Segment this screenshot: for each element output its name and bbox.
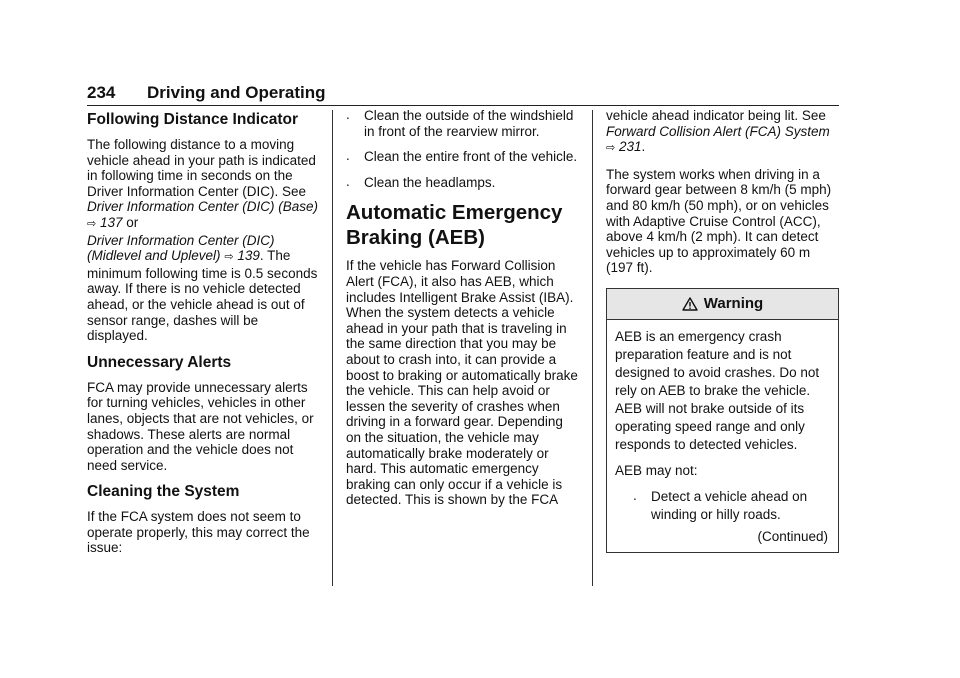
- link-dic-base[interactable]: Driver Information Center (DIC) (Base): [87, 199, 319, 215]
- continued-label: (Continued): [757, 528, 828, 544]
- list-item: . Clean the outside of the windshield in front of the rearview mirror.: [346, 107, 574, 139]
- page-ref-139[interactable]: 139: [237, 248, 260, 264]
- bullet-icon: .: [346, 173, 350, 189]
- paragraph-system-works: The system works when driving in a forward gear between 8 km/h (5 mph) and 80 km/h (50 mph), or on vehicles with Adaptive Cruise Control (ACC), above 4 km/h (2 mph). It can detect vehicles up to approximately 60 m (197 ft).: [606, 166, 832, 276]
- warning-header: [607, 289, 838, 320]
- page-number: 234: [87, 83, 116, 102]
- column-3: [606, 108, 839, 553]
- section-title: Driving and Operating: [147, 83, 326, 102]
- heading-unnecessary-alerts: Unnecessary Alerts: [87, 353, 232, 371]
- column-divider: [592, 110, 593, 586]
- bullet-icon: .: [346, 107, 350, 122]
- paragraph-cleaning: If the FCA system does not seem to operate properly, this may correct the issue:: [87, 509, 310, 556]
- list-item: . Detect a vehicle ahead on winding or hilly roads.: [633, 487, 808, 522]
- link-dic-midlevel[interactable]: Driver Information Center (DIC) (Midlevel and Uplevel): [87, 232, 275, 264]
- list-item: . Clean the headlamps.: [346, 173, 496, 190]
- link-fca-system[interactable]: Forward Collision Alert (FCA) System: [606, 123, 830, 139]
- list-item: . Clean the entire front of the vehicle.: [346, 148, 578, 165]
- paragraph-fca-ref: vehicle ahead indicator being lit. See Forward Collision Alert (FCA) System ⇨ 231.: [606, 108, 830, 155]
- page-ref-137[interactable]: 137: [99, 214, 123, 230]
- heading-aeb: Automatic Emergency Braking (AEB): [346, 201, 563, 250]
- bullet-icon: .: [346, 148, 350, 164]
- page-ref-arrow-icon: ⇨: [87, 217, 97, 230]
- column-1: [87, 108, 322, 566]
- page-ref-231[interactable]: 231: [618, 139, 642, 155]
- paragraph-following-distance: The following distance to a moving vehicle ahead in your path is indicated in following time in seconds on the Driver Information Center (DIC). See Driver Information Center (DIC) (Base) ⇨ 137 or Driver Information Center (DIC) (Midlevel and Uplevel) ⇨ 139. The minimum following time is 0.5 seconds away. If there is no vehicle detected ahead, or the vehicle ahead is out of sensor range, dashes will be displayed.: [87, 137, 319, 344]
- bullet-icon: .: [633, 487, 637, 503]
- page-ref-arrow-icon: ⇨: [606, 142, 616, 155]
- page-header: [87, 83, 839, 106]
- paragraph-unnecessary-alerts: FCA may provide unnecessary alerts for turning vehicles, vehicles in other lanes, objects that are not vehicles, or shadows. These alerts are normal operation and the vehicle does not need service.: [87, 379, 314, 473]
- warning-body: [607, 320, 838, 552]
- warning-may-not: AEB may not:: [615, 462, 698, 478]
- paragraph-aeb: If the vehicle has Forward Collision Alert (FCA), it also has AEB, which includes Intelligent Brake Assist (IBA). When the system detects a vehicle ahead in your path that is traveling in the same direction that you may be about to crash into, it can provide a boost to braking or automatically brake the vehicle. This can help avoid or lessen the severity of crashes when driving in a forward gear. Depending on the situation, the vehicle may automatically brake moderately or hard. This automatic emergency braking can only occur if a vehicle is detected. This is shown by the FCA: [346, 258, 578, 508]
- column-2: [346, 108, 578, 518]
- warning-title: Warning: [703, 295, 764, 313]
- warning-triangle-icon: [682, 297, 698, 311]
- heading-cleaning-system: Cleaning the System: [87, 483, 240, 501]
- warning-text: AEB is an emergency crash preparation feature and is not designed to avoid crashes. Do not rely on AEB to brake the vehicle. AEB will not brake outside of its operating speed range and only responds to detected vehicles.: [615, 328, 820, 452]
- heading-following-distance: Following Distance Indicator: [87, 111, 298, 128]
- column-divider: [332, 110, 333, 586]
- warning-box: [606, 288, 839, 553]
- page-ref-arrow-icon: ⇨: [224, 251, 234, 264]
